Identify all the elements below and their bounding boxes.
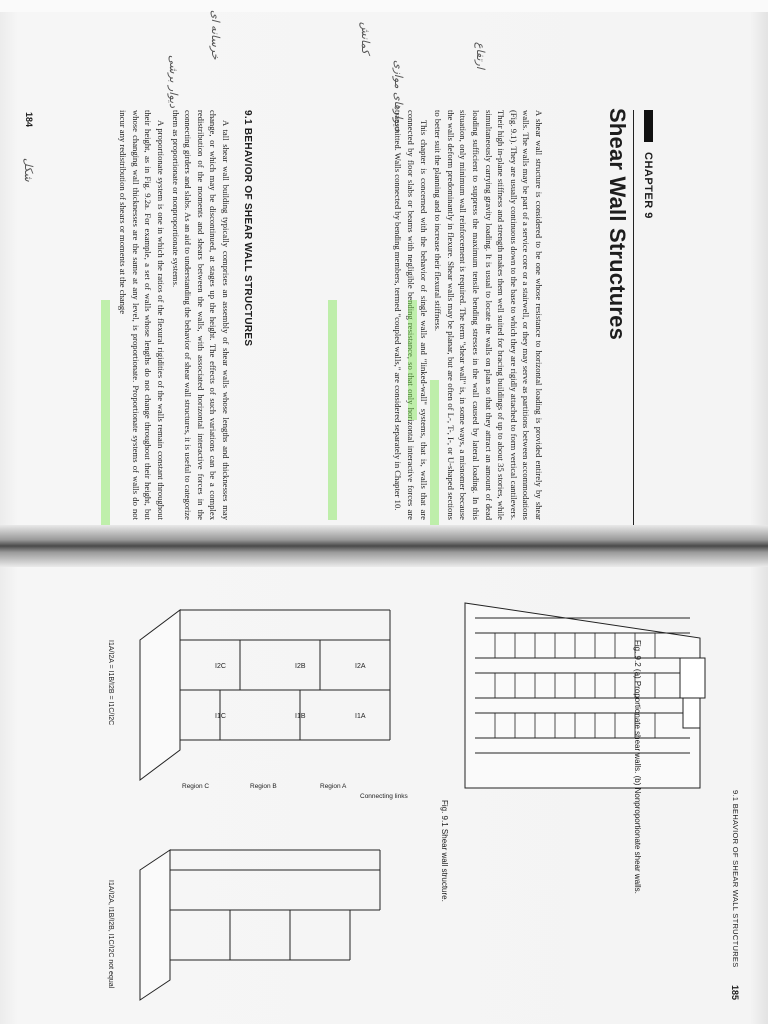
section-text [117, 110, 232, 520]
highlight-mark [328, 300, 337, 520]
figure-9-1-building [455, 598, 715, 798]
chapter-rule [633, 110, 634, 530]
handwritten-note: کمانش [359, 22, 372, 55]
figure-9-2b-ratio [104, 880, 122, 988]
fig2a-ratio-text: I1A/I2A = I1B/I2B = I1C/I2C [107, 640, 114, 726]
figure-9-2-caption [630, 640, 648, 894]
figure-9-2a-ratio [104, 640, 122, 725]
label-i1c: I1C [215, 713, 226, 720]
label-region-c: Region C [182, 783, 210, 790]
section-heading-block [240, 110, 258, 346]
label-i2c: I2C [215, 663, 226, 670]
page-number-right: 185 [730, 985, 740, 1001]
label-region-b: Region B [250, 783, 277, 790]
highlight-mark [101, 300, 110, 530]
chapter-label: CHAPTER 9 [642, 152, 654, 219]
base-slab [465, 603, 700, 788]
figure-9-2b-nonproportionate-walls [120, 840, 410, 1020]
running-head: 9.1 BEHAVIOR OF SHEAR WALL STRUCTURES [731, 790, 740, 968]
book-gutter [0, 525, 768, 567]
chapter-header [633, 110, 658, 530]
fig2-caption-text: Fig. 9.2 (a) Proportionate shear walls. (b) Nonproportionate shear walls. [633, 640, 642, 894]
chapter-title-block [604, 108, 630, 340]
highlight-mark [408, 300, 417, 420]
label-i1b: I1B [295, 713, 306, 720]
handwritten-note: ارتفاع [474, 42, 487, 69]
label-region-a: Region A [320, 783, 347, 790]
fig1-caption-text: Fig. 9.1 Shear wall structure. [440, 800, 449, 902]
highlight-mark [430, 380, 439, 530]
section-paragraph-1: A tall shear wall building typically comprises an assembly of shear walls whose lengths and thicknesses may change, or which may be discontinued, at stages up the height. The effects of such variations can be a complex redistribution of the moments and shears between the walls, with associated horizontal interactive forces in the connecting girders and slabs. As an aid to understanding the behavior of shear wall structures, it is useful to categorize them as proportionate or nonproportionate systems. [170, 110, 231, 520]
handwritten-note: دیوارهای موازی [392, 60, 405, 132]
chapter-title: Shear Wall Structures [605, 108, 630, 341]
intro-paragraph-2: This chapter is concerned with the behavior of single walls and "linked-wall" systems, that is, walls that are connected by floor slabs or beams with negligible bending resistance, so that only horizontal interactive forces are transmitted. Walls connected by bending members, termed "coupled walls," are considered separately in Chapter 10. [393, 110, 429, 520]
chapter-bar [644, 110, 653, 142]
handwritten-note: دیوار برشی [167, 55, 180, 109]
label-connecting-links: Connecting links [360, 793, 408, 800]
page-top-edge [0, 0, 768, 12]
section-heading: 9.1 BEHAVIOR OF SHEAR WALL STRUCTURES [242, 110, 253, 347]
page-number-left: 184 [24, 112, 34, 128]
intro-paragraph-1: A shear wall structure is considered to be one whose resistance to horizontal loading is provided entirely by shear walls. The walls may be part of a service core or a stairwell, or they may serve as partitions between accommodations (Fig. 9.1). They are usually continuous down to the base to which they are rigidly attached to form vertical cantilevers. Their high in-plane stiffness and strength makes them well suited for bracing buildings of up to about 35 stories, while simultaneously carrying gravity loading. It is usual to locate the walls on plan so that they attract an amount of dead loading sufficient to suppress the maximum tensile bending stresses in the wall caused by lateral loading. In this situation, only minimum wall reinforcement is required. The term "shear wall" is, in some ways, a misnomer because the walls deform predominantly in flexure. Shear walls may be planar, but are often of L-, T-, I-, or U-shaped sections to better suit the planning and to increase their flexural stiffness. [433, 110, 544, 520]
label-i2b: I2B [295, 663, 306, 670]
handwritten-note: شکل [22, 158, 35, 182]
handwritten-note: خرسانه ای [209, 10, 222, 60]
figure-9-2a-proportionate-walls [120, 600, 410, 800]
section-paragraph-2: A proportionate system is one in which the ratios of the flexural rigidities of the walls remain constant throughout their height, as in Fig. 9.2a. For example, a set of walls whose lengths do not change throughout their height, but whose changing wall thicknesses are the same at any level, is proportionate. Proportionate systems of walls do not incur any redistribution of shears or moments at the change [118, 110, 167, 520]
fig2b-ratio-text: I1A/I2A, I1B/I2B, I1C/I2C not equal [107, 880, 114, 989]
label-i2a: I2A [355, 663, 366, 670]
label-i1a: I1A [355, 713, 366, 720]
figure-9-1-caption [437, 800, 455, 902]
